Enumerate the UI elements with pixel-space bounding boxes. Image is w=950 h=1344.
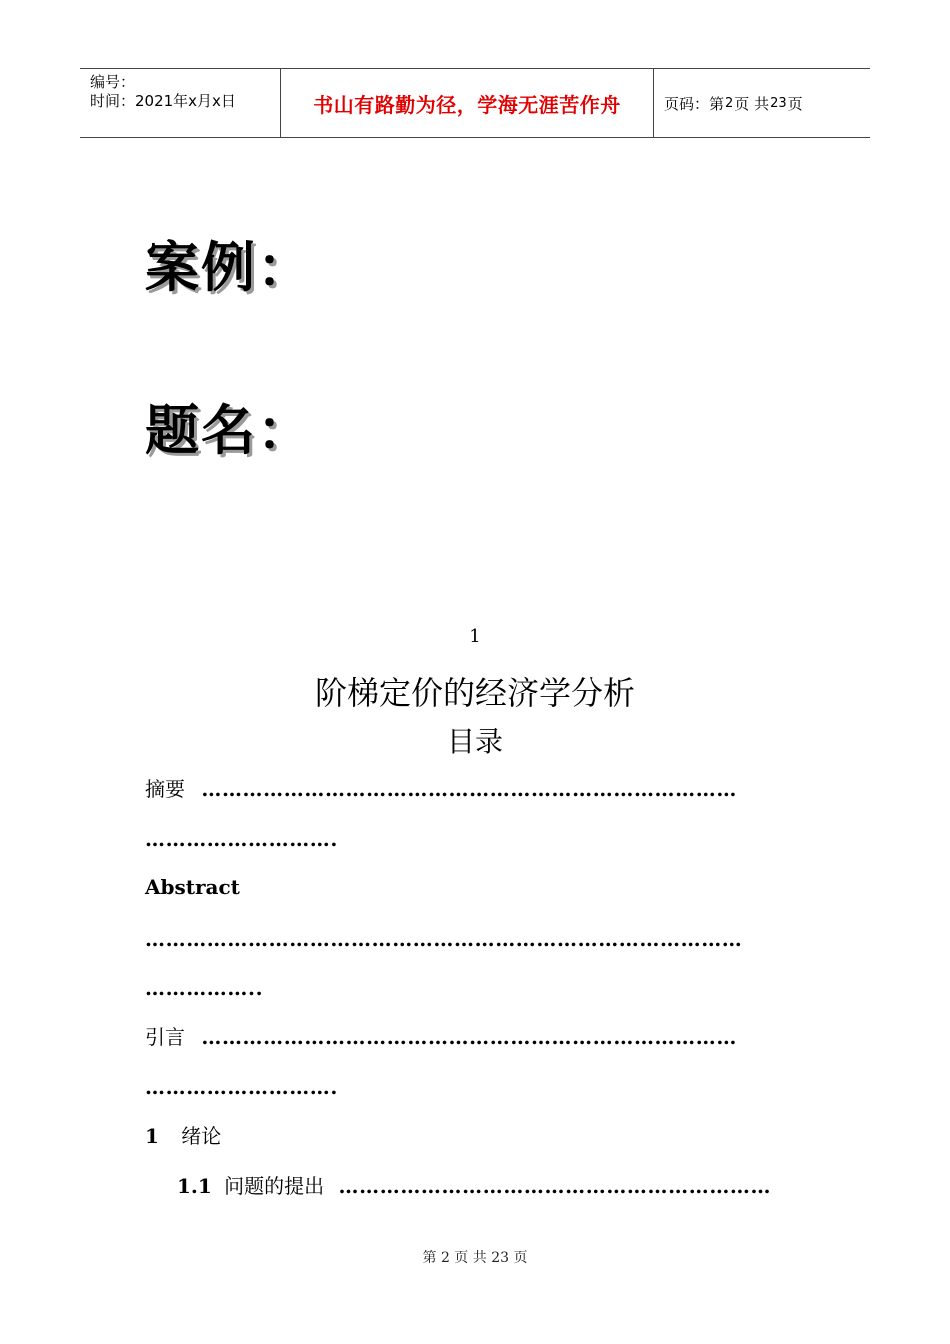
- page-marker: 1: [469, 626, 481, 647]
- header-motto: 书山有路勤为径，学海无涯苦作舟: [281, 69, 654, 137]
- toc-leader: ………………………………………………………: [338, 1174, 772, 1198]
- toc-leader: ……………………………………………………………………: [201, 777, 737, 801]
- toc-entry-section-1-1[interactable]: [177, 1173, 771, 1199]
- toc-heading: 目录: [446, 725, 503, 758]
- toc-entry-chapter-1[interactable]: [145, 1123, 221, 1149]
- toc-number: 1: [145, 1124, 159, 1148]
- toc-leader-continuation: ……………………….: [145, 1075, 338, 1099]
- toc-leader: ……………………………………………………………………: [201, 1025, 737, 1049]
- page-prefix: 页码：第: [664, 94, 725, 113]
- page-header: [80, 68, 870, 138]
- toc-label: 绪论: [181, 1124, 222, 1148]
- toc-label: 摘要: [145, 777, 185, 801]
- toc-leader-continuation: ……………………………………………………………………………: [145, 927, 743, 951]
- page-total: 23: [770, 95, 787, 111]
- time-label: 时间：2021年x月x日: [90, 92, 236, 110]
- header-page-info: [654, 69, 870, 137]
- number-label: 编号：: [90, 73, 136, 91]
- toc-label: 引言: [145, 1025, 185, 1049]
- title-label: 题名：: [145, 399, 313, 462]
- toc-leader-continuation: ……………..: [145, 976, 264, 1000]
- toc-number: 1.1: [177, 1174, 212, 1198]
- page-suffix: 页: [787, 94, 803, 113]
- toc-entry-abstract-en[interactable]: Abstract: [145, 875, 240, 899]
- document-title: 阶梯定价的经济学分析: [314, 674, 635, 712]
- toc-entry-abstract-cn[interactable]: [145, 776, 737, 802]
- toc-label: 问题的提出: [224, 1174, 325, 1198]
- page-footer: 第 2 页 共 23 页: [422, 1250, 528, 1266]
- toc-entry-intro[interactable]: [145, 1024, 737, 1050]
- toc-leader-continuation: ……………………….: [145, 827, 338, 851]
- header-meta-cell: [80, 69, 281, 137]
- case-label: 案例：: [145, 236, 313, 299]
- page-current: 2: [725, 95, 734, 111]
- page-mid: 页 共: [734, 94, 770, 113]
